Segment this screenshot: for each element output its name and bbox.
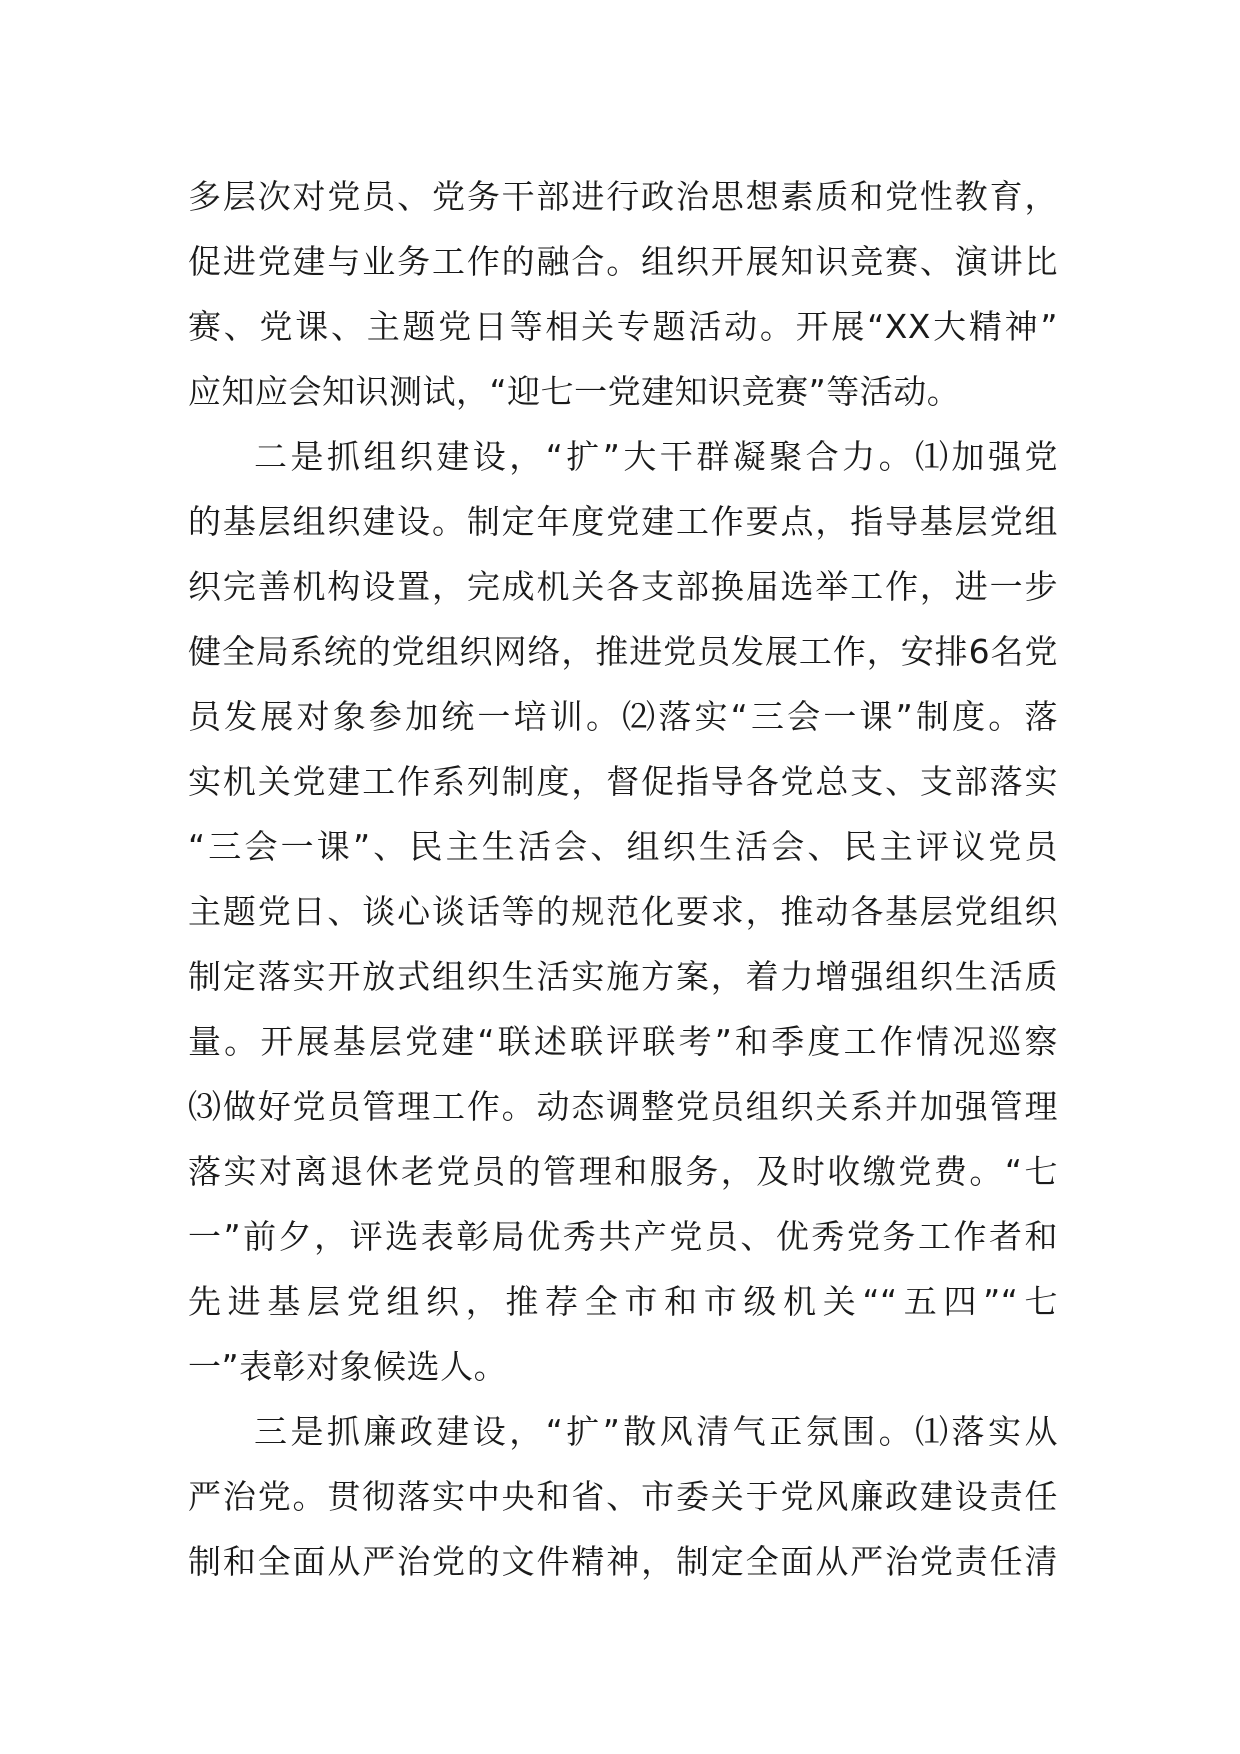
body-line: 赛、党课、主题党日等相关专题活动。开展“XX大精神” [188,307,1058,346]
body-line: 严治党。贯彻落实中央和省、市委关于党风廉政建设责任 [188,1477,1058,1516]
document-body [188,164,1058,1594]
body-line: 先进基层党组织，推荐全市和市级机关““五四”“七 [188,1282,1058,1321]
body-line: 织完善机构设置，完成机关各支部换届选举工作，进一步 [188,567,1058,606]
paragraph-first-line: 二是抓组织建设，“扩”大干群凝聚合力。⑴加强党 [254,437,1058,476]
body-line: 多层次对党员、党务干部进行政治思想素质和党性教育， [188,177,1058,216]
body-line: 落实对离退休老党员的管理和服务，及时收缴党费。“七 [188,1152,1058,1191]
paragraph-first-line: 三是抓廉政建设，“扩”散风清气正氛围。⑴落实从 [254,1412,1058,1451]
body-line: 的基层组织建设。制定年度党建工作要点，指导基层党组 [188,502,1058,541]
body-line: 促进党建与业务工作的融合。组织开展知识竞赛、演讲比 [188,242,1058,281]
body-line: 应知应会知识测试，“迎七一党建知识竞赛”等活动。 [188,372,961,411]
body-line: 员发展对象参加统一培训。⑵落实“三会一课”制度。落 [188,697,1058,736]
body-line: “三会一课”、民主生活会、组织生活会、民主评议党员 [188,827,1058,866]
body-line: 量。开展基层党建“联述联评联考”和季度工作情况巡察 [188,1022,1058,1061]
body-line: ⑶做好党员管理工作。动态调整党员组织关系并加强管理 [188,1087,1058,1126]
body-line: 主题党日、谈心谈话等的规范化要求，推动各基层党组织 [188,892,1058,931]
body-line: 健全局系统的党组织网络，推进党员发展工作，安排6名党 [188,632,1058,671]
body-line: 一”前夕，评选表彰局优秀共产党员、优秀党务工作者和 [188,1217,1058,1256]
body-line: 一”表彰对象候选人。 [188,1347,508,1386]
body-line: 制定落实开放式组织生活实施方案，着力增强组织生活质 [188,957,1058,996]
body-line: 制和全面从严治党的文件精神，制定全面从严治党责任清 [188,1542,1058,1581]
body-line: 实机关党建工作系列制度，督促指导各党总支、支部落实 [188,762,1058,801]
